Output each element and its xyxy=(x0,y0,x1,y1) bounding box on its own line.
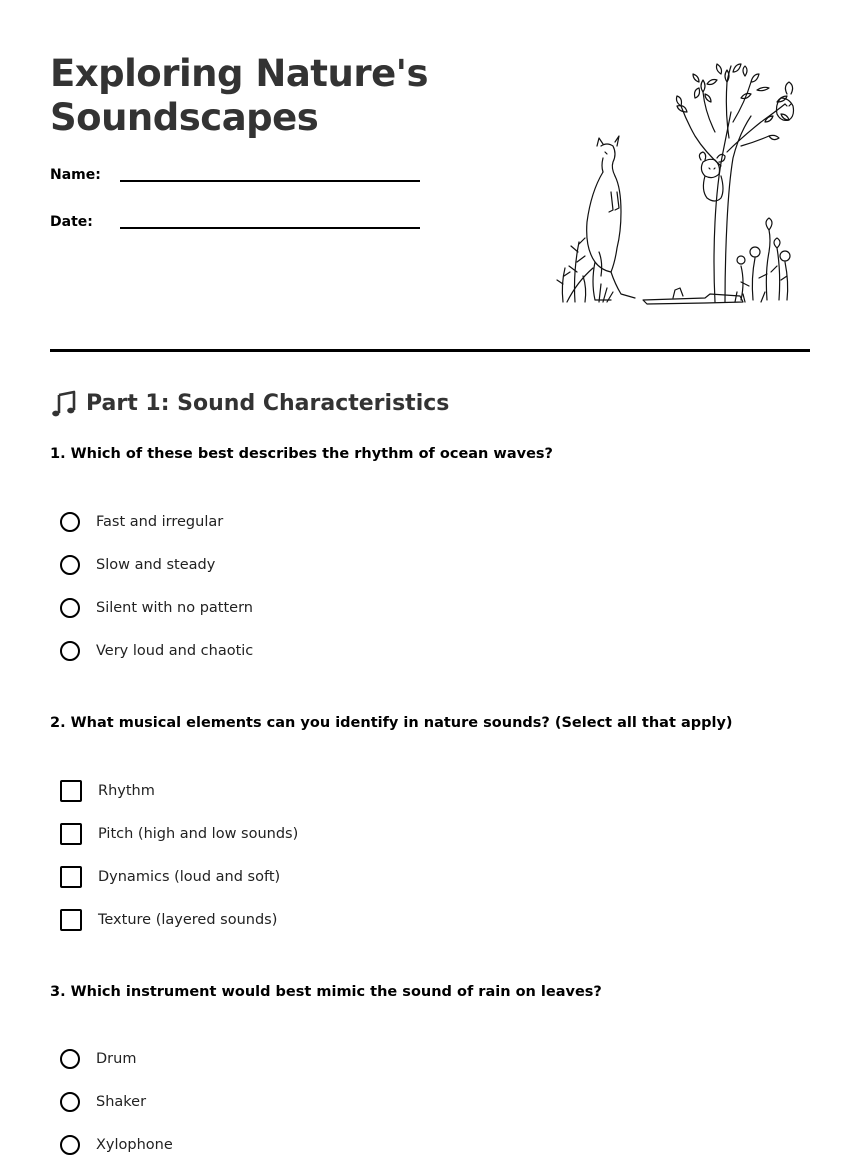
option-label: Texture (layered sounds) xyxy=(98,912,278,928)
q1-option-4[interactable] xyxy=(60,638,660,664)
q1-option-2[interactable] xyxy=(60,552,660,578)
section-divider xyxy=(50,349,810,352)
checkbox[interactable] xyxy=(60,909,82,931)
option-label: Drum xyxy=(96,1051,137,1067)
question-3-text: 3. Which instrument would best mimic the sound of rain on leaves? xyxy=(50,984,602,1000)
option-label: Xylophone xyxy=(96,1137,173,1153)
kangaroo-koala-tree-illustration xyxy=(555,62,795,312)
option-label: Pitch (high and low sounds) xyxy=(98,826,299,842)
option-label: Very loud and chaotic xyxy=(96,643,254,659)
radio-button[interactable] xyxy=(60,641,80,661)
name-label: Name: xyxy=(50,167,101,183)
q2-option-3[interactable] xyxy=(60,864,660,890)
option-label: Rhythm xyxy=(98,783,155,799)
name-blank-line[interactable] xyxy=(120,180,420,182)
checkbox[interactable] xyxy=(60,823,82,845)
option-label: Fast and irregular xyxy=(96,514,224,530)
option-label: Slow and steady xyxy=(96,557,216,573)
title-line-2: Soundscapes xyxy=(50,96,319,139)
q1-option-3[interactable] xyxy=(60,595,660,621)
radio-button[interactable] xyxy=(60,555,80,575)
question-2-text: 2. What musical elements can you identify in nature sounds? (Select all that apply) xyxy=(50,715,733,731)
q3-option-1[interactable] xyxy=(60,1046,660,1072)
option-label: Silent with no pattern xyxy=(96,600,253,616)
radio-button[interactable] xyxy=(60,1049,80,1069)
part1-heading-text: Part 1: Sound Characteristics xyxy=(86,391,450,416)
radio-button[interactable] xyxy=(60,598,80,618)
q2-option-4[interactable] xyxy=(60,907,660,933)
radio-button[interactable] xyxy=(60,512,80,532)
q2-option-2[interactable] xyxy=(60,821,660,847)
title-line-1: Exploring Nature's xyxy=(50,52,429,95)
date-field xyxy=(50,212,420,236)
radio-button[interactable] xyxy=(60,1092,80,1112)
radio-button[interactable] xyxy=(60,1135,80,1155)
q2-option-1[interactable] xyxy=(60,778,660,804)
q1-option-1[interactable] xyxy=(60,509,660,535)
checkbox[interactable] xyxy=(60,866,82,888)
part1-heading xyxy=(50,388,449,420)
date-label: Date: xyxy=(50,214,93,230)
checkbox[interactable] xyxy=(60,780,82,802)
name-field xyxy=(50,165,420,189)
option-label: Dynamics (loud and soft) xyxy=(98,869,281,885)
option-label: Shaker xyxy=(96,1094,147,1110)
q3-option-3[interactable] xyxy=(60,1132,660,1158)
music-note-icon xyxy=(50,389,78,419)
worksheet-page xyxy=(50,0,810,1161)
worksheet-title xyxy=(50,52,490,140)
q3-option-2[interactable] xyxy=(60,1089,660,1115)
question-1-text: 1. Which of these best describes the rhythm of ocean waves? xyxy=(50,446,553,462)
date-blank-line[interactable] xyxy=(120,227,420,229)
